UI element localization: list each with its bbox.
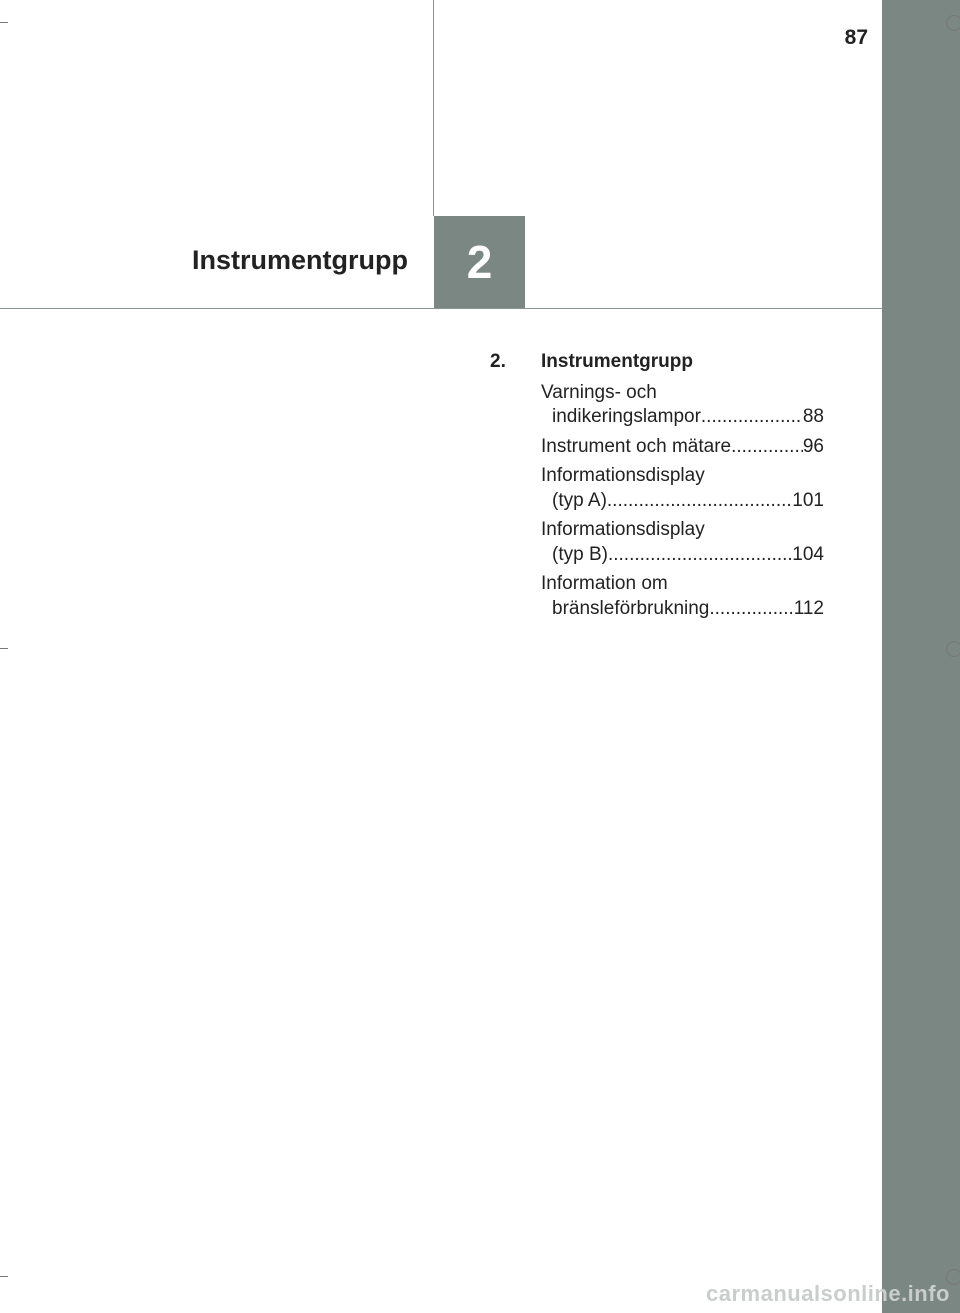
- dot-leader: [701, 405, 803, 430]
- table-of-contents: [490, 350, 824, 626]
- toc-entry[interactable]: [541, 464, 824, 513]
- toc-entry-line2: indikeringslampor: [552, 406, 701, 427]
- toc-entry-line2: bränsleförbrukning: [552, 597, 710, 619]
- toc-entry-page: 88: [802, 406, 824, 427]
- toc-entry[interactable]: [541, 572, 824, 621]
- toc-section-number: 2.: [490, 351, 506, 372]
- toc-entry[interactable]: [541, 381, 824, 430]
- toc-entry-line2: (typ A): [552, 489, 607, 511]
- crop-mark: [0, 22, 8, 23]
- page-number: 87: [844, 26, 868, 49]
- dot-leader: [608, 543, 792, 568]
- dot-leader: [709, 597, 793, 622]
- dot-leader: [607, 489, 792, 514]
- chapter-number-box: 2: [434, 216, 525, 308]
- toc-entry-page: 104: [792, 543, 824, 565]
- toc-entry-line1: Instrument och mätare: [541, 435, 732, 457]
- watermark-text: carmanualsonline.info: [706, 1281, 950, 1306]
- toc-entry-line1: Information om: [541, 573, 668, 594]
- dot-leader: [731, 435, 803, 460]
- toc-entry-page: 112: [793, 597, 824, 619]
- toc-entry-page: 96: [802, 435, 824, 457]
- crop-mark: [0, 648, 8, 649]
- registration-mark: [946, 641, 960, 657]
- toc-entry[interactable]: [541, 518, 824, 567]
- chapter-title: Instrumentgrupp: [192, 245, 408, 275]
- toc-section-heading: [490, 350, 824, 375]
- horizontal-divider: [0, 308, 882, 309]
- toc-entry-line1: Varnings- och: [541, 381, 657, 403]
- toc-entry-page: 101: [792, 489, 824, 511]
- vertical-divider: [433, 0, 434, 216]
- registration-mark: [946, 15, 960, 31]
- crop-mark: [0, 1276, 8, 1277]
- toc-entry-line1: Informationsdisplay: [541, 465, 705, 486]
- toc-entry[interactable]: [541, 435, 824, 460]
- chapter-side-strip: [882, 0, 960, 1313]
- toc-section-title: Instrumentgrupp: [541, 351, 693, 372]
- toc-entry-line2: (typ B): [552, 543, 608, 565]
- toc-entry-line1: Informationsdisplay: [541, 519, 705, 540]
